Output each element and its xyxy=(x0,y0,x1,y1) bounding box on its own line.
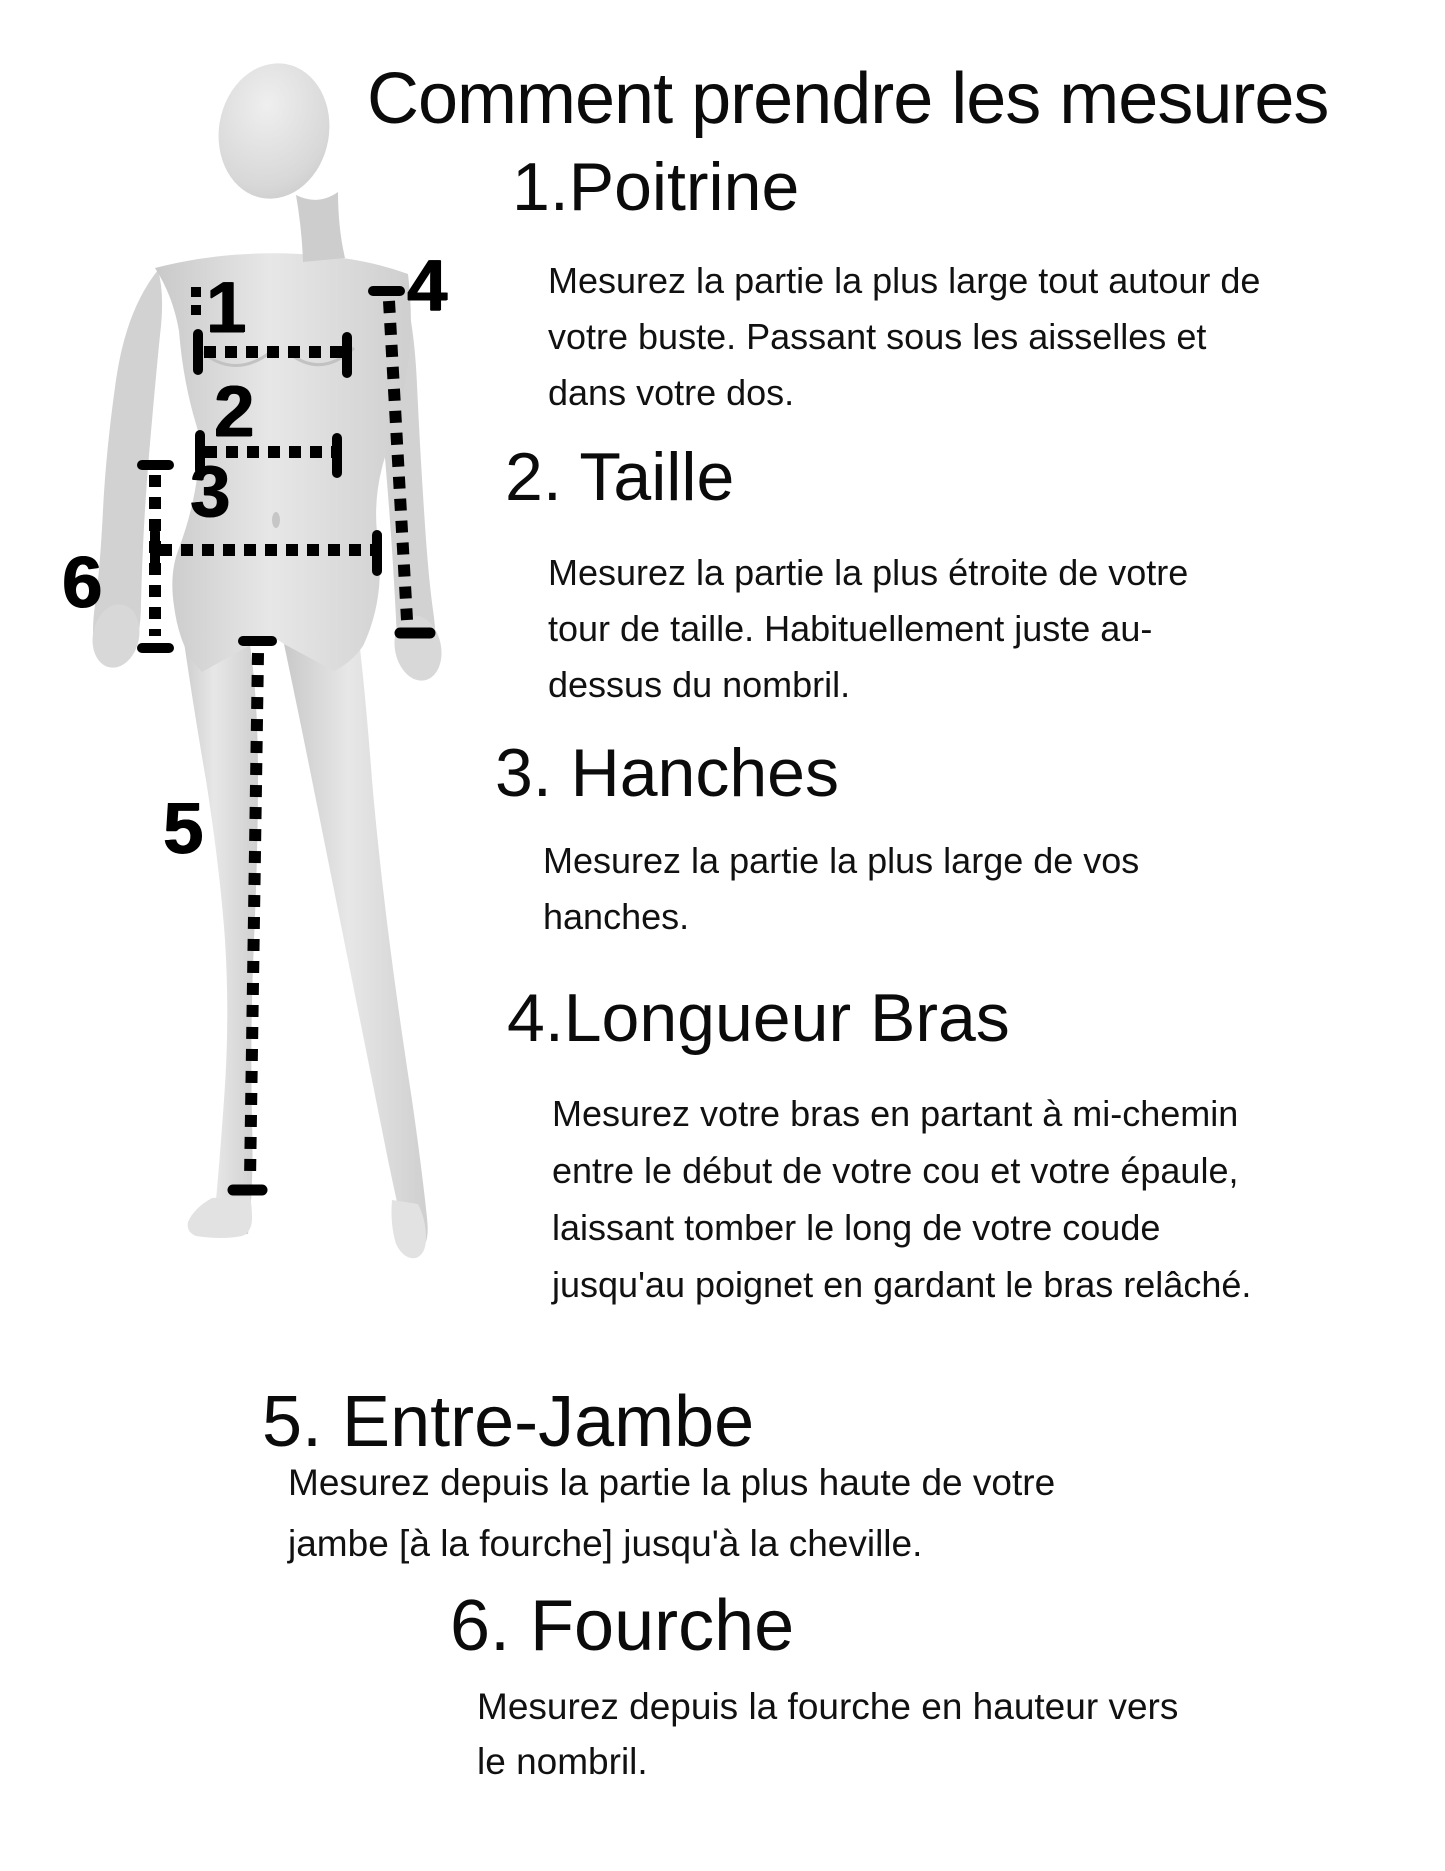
section-heading-poitrine: 1.Poitrine xyxy=(512,149,800,225)
body-line: Mesurez la partie la plus large de vos xyxy=(543,840,1140,881)
body-line: le nombril. xyxy=(477,1741,648,1782)
figure-label-hips: 3 xyxy=(190,452,231,532)
section-body-poitrine xyxy=(548,253,1260,421)
section-heading-fourche: 6. Fourche xyxy=(450,1586,795,1666)
body-line: dans votre dos. xyxy=(548,372,795,413)
figure-label-chest: 1 xyxy=(206,268,247,348)
section-body-fourche xyxy=(477,1679,1178,1789)
mannequin-neck xyxy=(296,192,345,262)
section-body-longueur-bras xyxy=(552,1085,1251,1313)
body-line: tour de taille. Habituellement juste au- xyxy=(548,608,1153,649)
mannequin-body xyxy=(87,54,448,1258)
body-line: hanches. xyxy=(543,896,690,937)
body-line: jambe [à la fourche] jusqu'à la cheville. xyxy=(288,1523,923,1564)
body-line: Mesurez votre bras en partant à mi-chemin xyxy=(552,1093,1239,1134)
page-title: Comment prendre les mesures xyxy=(367,59,1329,139)
body-line: jusqu'au poignet en gardant le bras relâché. xyxy=(552,1264,1252,1305)
section-body-entre-jambe xyxy=(288,1452,1055,1574)
body-line: entre le début de votre cou et votre épaule, xyxy=(552,1150,1239,1191)
mannequin-right-leg xyxy=(284,630,428,1250)
figure-label-waist: 2 xyxy=(214,372,255,452)
section-heading-taille: 2. Taille xyxy=(505,439,735,515)
section-body-hanches xyxy=(543,833,1139,945)
body-line: Mesurez depuis la partie la plus haute de votre xyxy=(288,1462,1056,1503)
body-line: Mesurez la partie la plus étroite de votre xyxy=(548,552,1189,593)
section-heading-longueur-bras: 4.Longueur Bras xyxy=(507,980,1010,1056)
figure-label-arm-length: 4 xyxy=(407,246,448,326)
mannequin-head xyxy=(208,54,340,207)
body-line: laissant tomber le long de votre coude xyxy=(552,1207,1161,1248)
body-line: Mesurez la partie la plus large tout autour de xyxy=(548,260,1261,301)
mannequin-left-foot xyxy=(188,1196,252,1238)
body-line: dessus du nombril. xyxy=(548,664,851,705)
body-line: Mesurez depuis la fourche en hauteur vers xyxy=(477,1686,1179,1727)
section-body-taille xyxy=(548,545,1188,713)
body-line: votre buste. Passant sous les aisselles et xyxy=(548,316,1207,357)
figure-label-rise: 6 xyxy=(62,543,103,623)
figure-label-inseam: 5 xyxy=(163,789,204,869)
section-heading-hanches: 3. Hanches xyxy=(495,735,839,811)
section-heading-entre-jambe: 5. Entre-Jambe xyxy=(262,1382,755,1462)
